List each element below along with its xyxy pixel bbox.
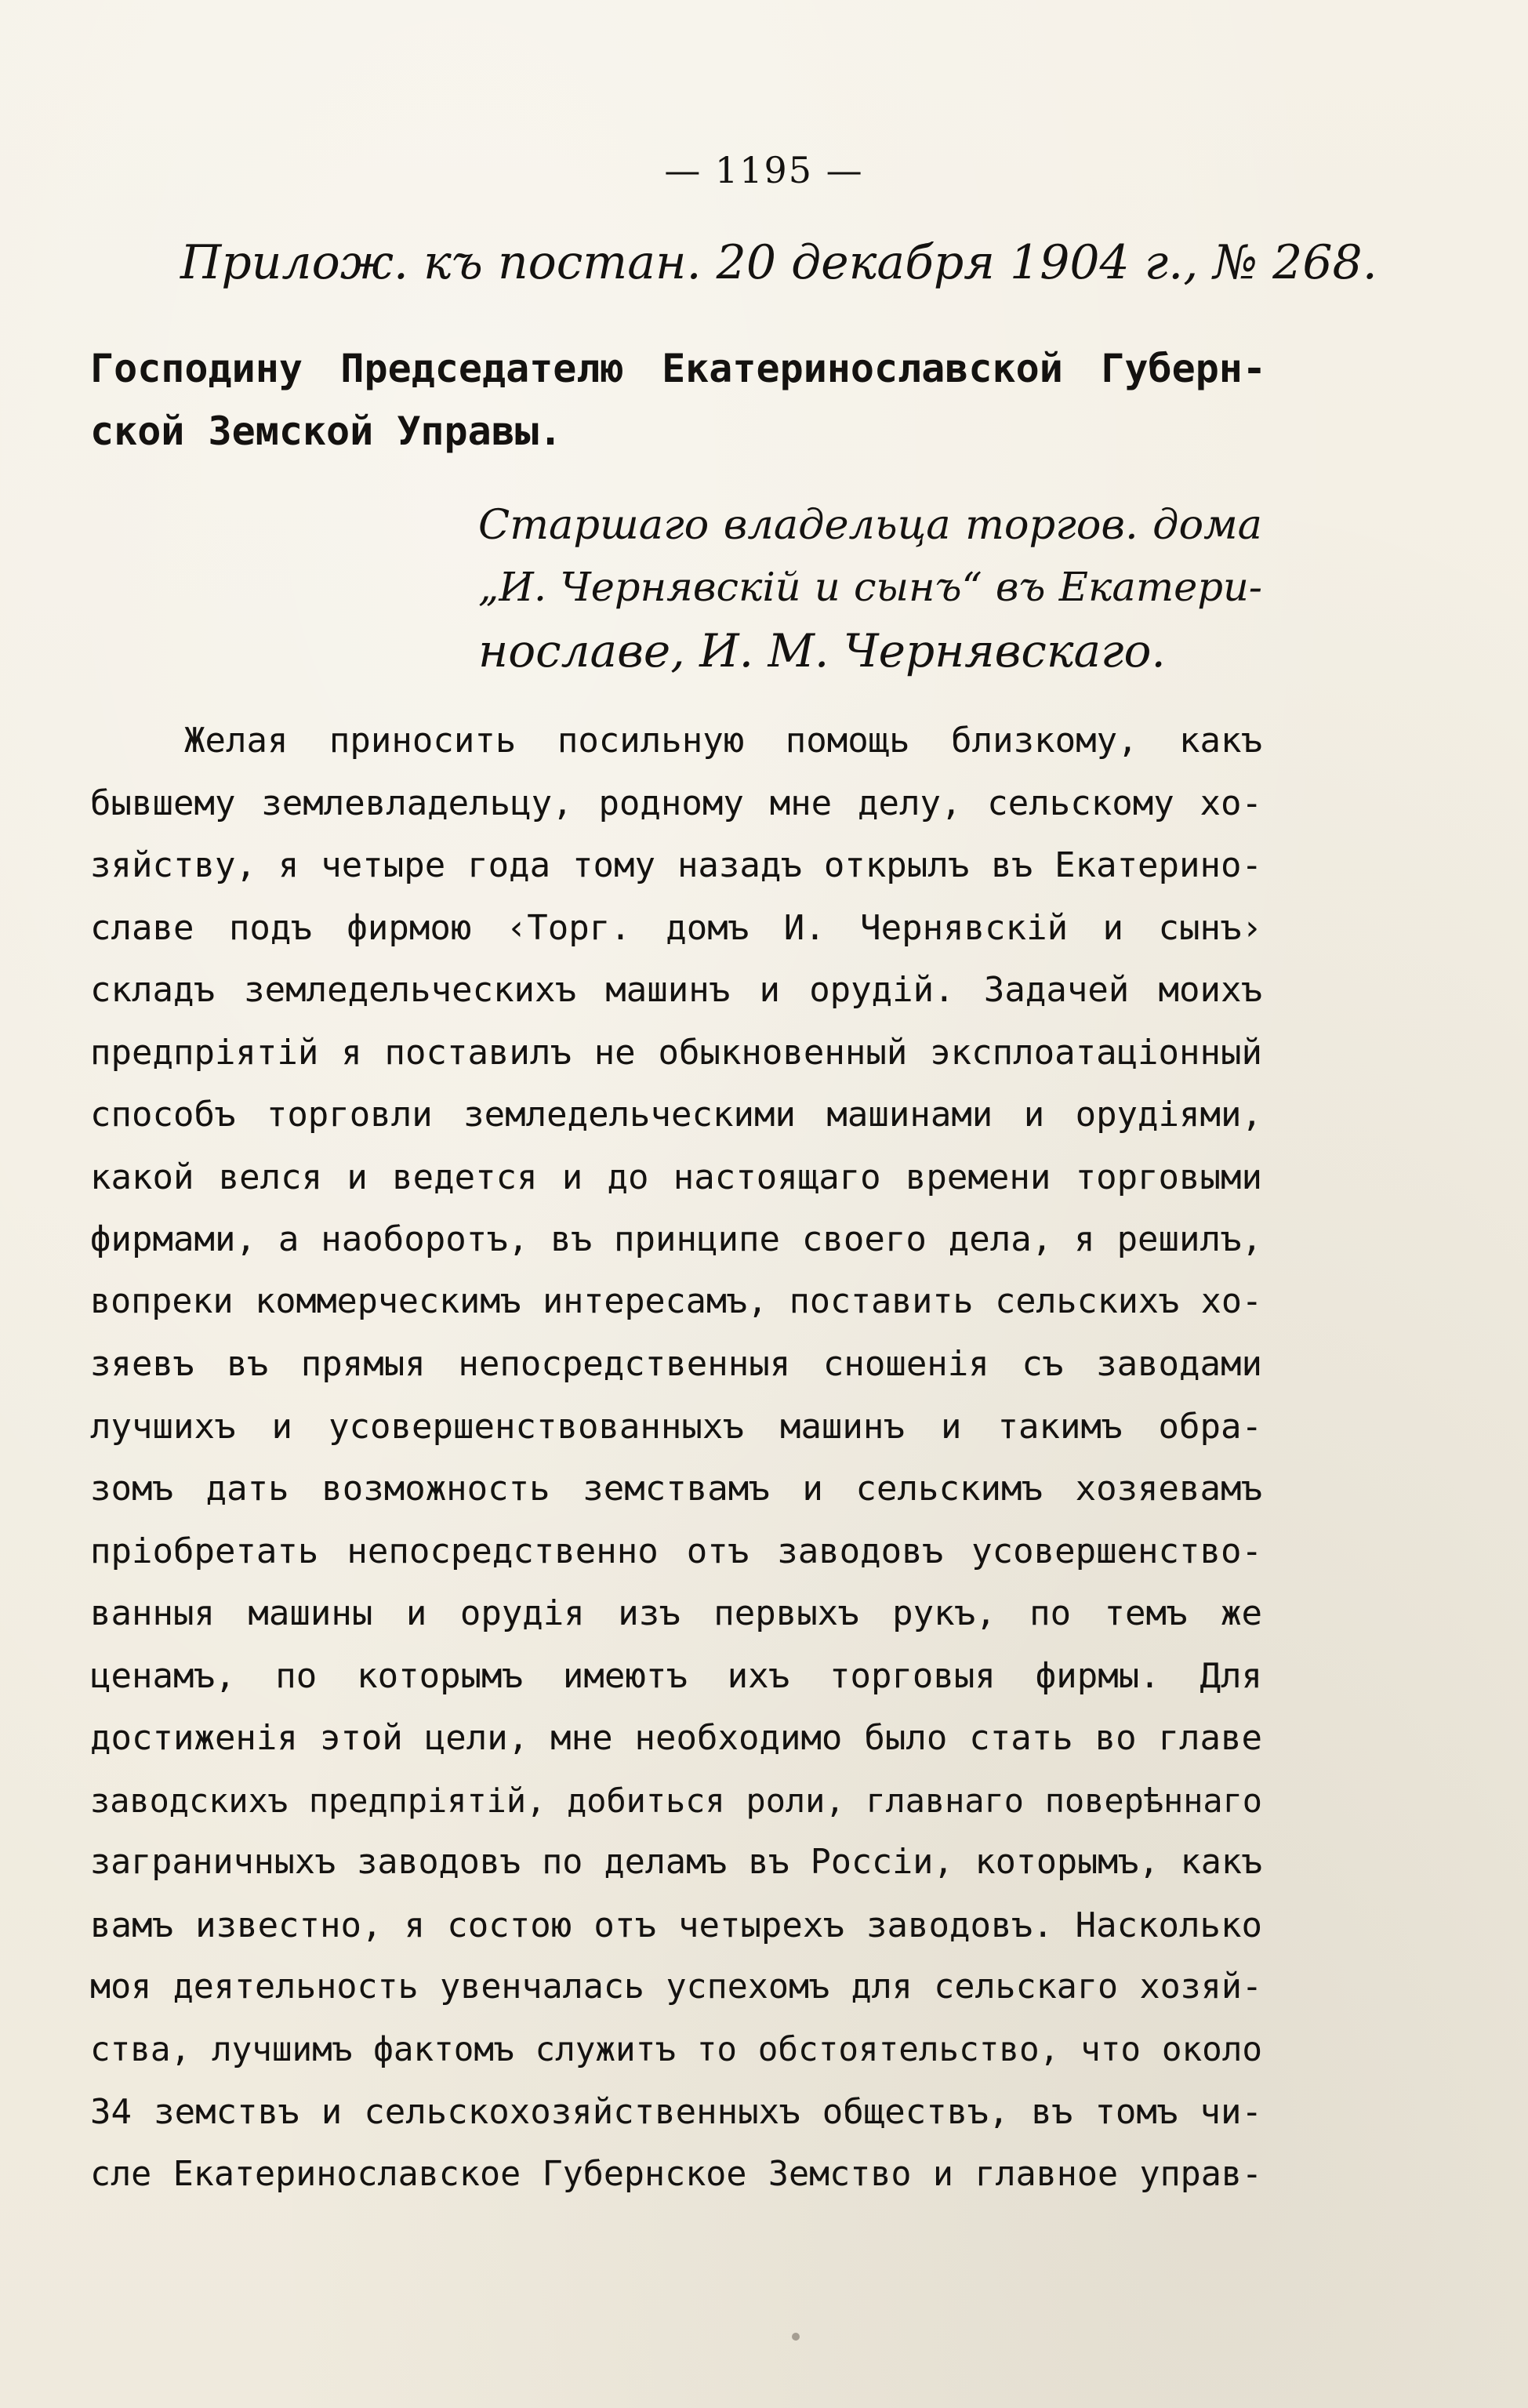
body-line: предпріятій я поставилъ не обыкновенный эксплоатаціонный [90,1032,1262,1073]
body-paragraph [90,710,1262,2206]
attachment-reference: Прилож. къ постан. 20 декабря 1904 г., № 268. [180,235,1377,290]
addressee-line: ской Земской Управы. [90,409,563,454]
body-line: какой велся и ведется и до настоящаго времени торговыми [90,1157,1262,1197]
body-line: достиженія этой цели, мне необходимо было стать во главе [90,1718,1262,1758]
body-line: вамъ известно, я состою отъ четырехъ заводовъ. Насколько [90,1905,1262,1945]
body-line: зяевъ въ прямыя непосредственныя сношенія съ заводами [90,1344,1262,1384]
body-line: ценамъ, по которымъ имеютъ ихъ торговыя фирмы. Для [90,1655,1262,1696]
body-line: зяйству, я четыре года тому назадъ открылъ въ Екатерино- [90,845,1262,885]
sender-line: Старшаго владельца торгов. дома [478,501,1262,549]
sender-line: „И. Чернявскій и сынъ“ въ Екатери- [478,565,1262,611]
sender-line: нославе, И. М. Чернявскаго. [478,624,1166,677]
body-line: складъ земледельческихъ машинъ и орудій. Задачей моихъ [90,970,1262,1010]
body-line: заграничныхъ заводовъ по деламъ въ Россіи, которымъ, какъ [90,1843,1262,1882]
body-line: заводскихъ предпріятій, добиться роли, главнаго поверѣннаго [90,1781,1262,1820]
ink-speck [792,2333,800,2341]
body-line: Желая приносить посильную помощь близкому, какъ [184,721,1262,761]
body-line: моя деятельность увенчалась успехомъ для сельскаго хозяй- [90,1967,1262,2007]
body-line: вопреки коммерческимъ интересамъ, поставить сельскихъ хо- [90,1281,1262,1321]
page-number: — 1195 — [664,149,864,191]
body-line: бывшему землевладельцу, родному мне делу, сельскому хо- [90,783,1262,823]
body-line: ванныя машины и орудія изъ первыхъ рукъ, по темъ же [90,1593,1262,1633]
body-line: зомъ дать возможность земствамъ и сельскимъ хозяевамъ [90,1469,1262,1509]
body-line: лучшихъ и усовершенствованныхъ машинъ и такимъ обра- [90,1406,1262,1447]
body-line: фирмами, а наоборотъ, въ принципе своего дела, я решилъ, [90,1219,1262,1259]
body-line: способъ торговли земледельческими машинами и орудіями, [90,1095,1262,1135]
addressee-line: Господину Председателю Екатеринославской Губерн- [90,346,1266,391]
body-line: сле Екатеринославское Губернское Земство и главное управ- [90,2154,1262,2194]
body-line: пріобретать непосредственно отъ заводовъ усовершенство- [90,1531,1262,1571]
body-line: 34 земствъ и сельскохозяйственныхъ обществъ, въ томъ чи- [90,2092,1262,2132]
sender-block [478,494,1262,682]
body-line: славе подъ фирмою ‹Торг. домъ И. Чернявскій и сынъ› [90,907,1262,948]
addressee-heading [90,337,1266,463]
body-line: ства, лучшимъ фактомъ служитъ то обстоятельство, что около [90,2029,1262,2069]
